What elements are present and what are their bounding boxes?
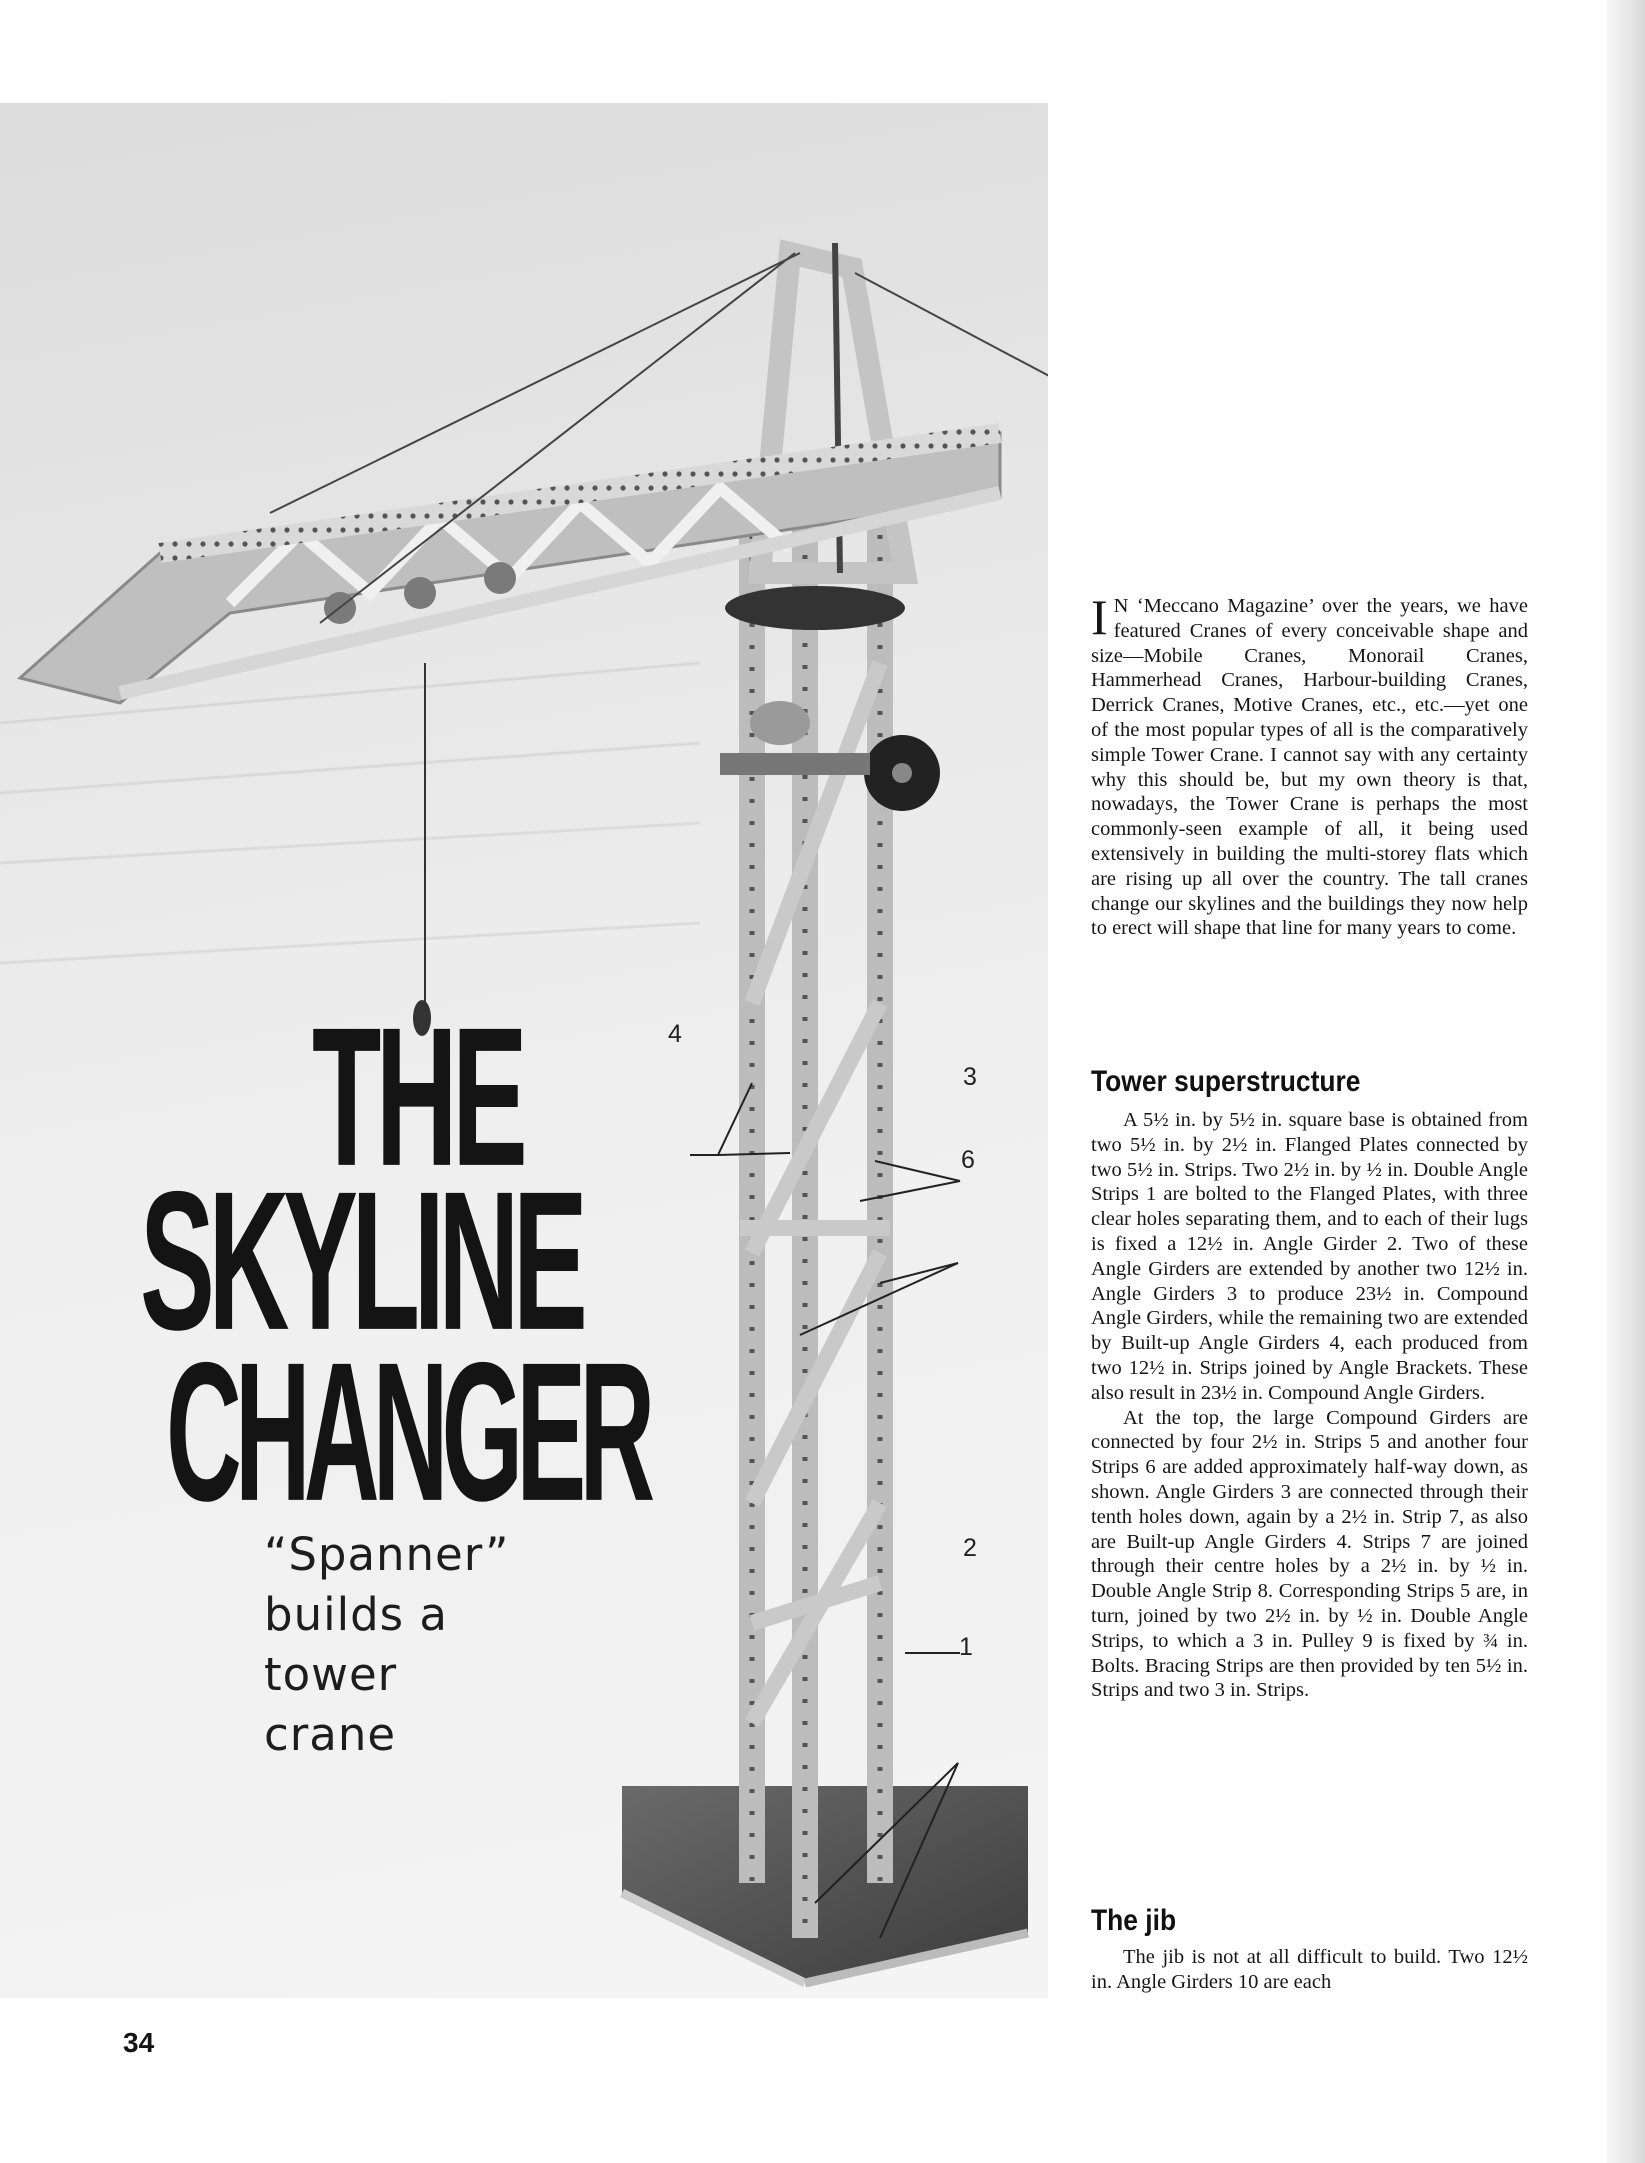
body-paragraph: The jib is not at all difficult to build. Two 12½ in. Angle Girders 10 are each	[1091, 1946, 1528, 1993]
title-line-the: THE	[312, 986, 523, 1207]
base-plate	[622, 1786, 1028, 1983]
heading-the-jib: The jib	[1091, 1904, 1177, 1937]
subtitle-line: “Spanner”	[264, 1528, 510, 1581]
body-paragraph: At the top, the large Compound Girders are connected by four 2½ in. Strips 5 and another four Strips 6 are added approximately half-way down, as shown. Angle Girders 3 are connected through their tenth holes down, again by a 2½ in. Strip 7, as also are Built-up Angle Girders 4. Strips 7 are joined through their centre holes by a 2½ in. by ½ in. Double Angle Strip 8. Corresponding Strips 5 are, in turn, joined by two 2½ in. by ½ in. Double Angle Strips, to which a 3 in. Pulley 9 is fixed by ¾ in. Bolts. Bracing Strips are then provided by ten 5½ in. Strips and two 3 in. Strips.	[1091, 1406, 1528, 1702]
intro-paragraph	[1091, 589, 1528, 941]
page-number: 34	[123, 2027, 155, 2058]
subtitle-line: builds a	[264, 1588, 448, 1641]
callout-label-3: 3	[963, 1063, 977, 1091]
callout-label-6: 6	[961, 1146, 975, 1174]
heading-tower-superstructure: Tower superstructure	[1091, 1065, 1361, 1098]
title-line-changer: CHANGER	[166, 1321, 649, 1542]
intro-text: N ‘Meccano Magazine’ over the years, we have featured Cranes of every conceivable shape and size—Mobile Cranes, Monorail Cranes, Hammerhead Cranes, Harbour-building Cranes, Derrick Cranes, Motive Cranes, etc., etc.—yet one of the most popular types of all is the comparatively simple Tower Crane. I cannot say with any certainty why this should be, but my own theory is that, nowadays, the Tower Crane is perhaps the most commonly-seen example of all, it being used extensively in building the multi-storey flats which are rising up all over the country. The tall cranes change our skylines and the buildings they now help to erect will shape that line for many years to come.	[1091, 595, 1528, 940]
callout-label-4: 4	[668, 1020, 682, 1048]
page-edge	[1607, 0, 1645, 2163]
subtitle-line: crane	[264, 1708, 397, 1761]
section-tower-body	[1091, 1108, 1528, 1703]
callout-label-2: 2	[963, 1534, 977, 1562]
turntable	[725, 586, 905, 630]
section-jib-body	[1091, 1945, 1528, 1995]
callout-label-1: 1	[959, 1633, 973, 1661]
title-line-skyline: SKYLINE	[140, 1150, 582, 1371]
subtitle-line: tower	[264, 1648, 398, 1701]
drop-cap: I	[1091, 589, 1108, 645]
body-paragraph: A 5½ in. by 5½ in. square base is obtained from two 5½ in. by 2½ in. Flanged Plates connected by two 5½ in. Strips. Two 2½ in. by ½ in. Double Angle Strips 1 are bolted to the Flanged Plates, with three clear holes separating them, and to each of their lugs is fixed a 12½ in. Angle Girder 2. Two of these Angle Girders are extended by another two 12½ in. Angle Girders 3 to produce 23½ in. Compound Angle Girders, while the remaining two are extended by Built-up Angle Girders 4, each produced from two 12½ in. Strips joined by Angle Brackets. These also result in 23½ in. Compound Angle Girders.	[1091, 1109, 1528, 1404]
